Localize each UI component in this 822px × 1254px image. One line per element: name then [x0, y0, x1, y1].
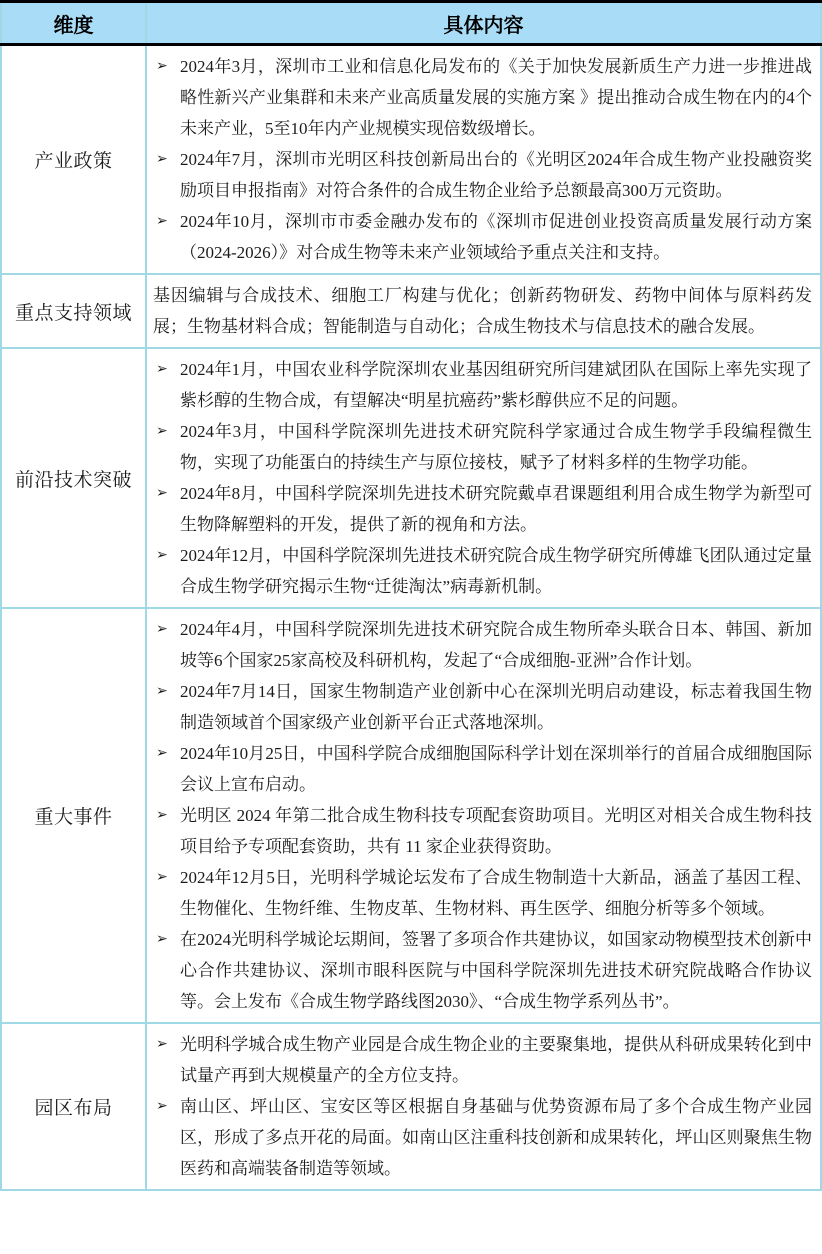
- bullet-item: [153, 416, 812, 478]
- arrow-bullet-icon: ➢: [156, 807, 168, 823]
- item-text: 2024年1月，中国农业科学院深圳农业基因组研究所闫建斌团队在国际上率先实现了紫杉醇的生物合成，有望解决“明星抗癌药”紫杉醇供应不足的问题。: [180, 360, 812, 410]
- bullet-item: [153, 51, 812, 144]
- dimension-cell: 前沿技术突破: [1, 348, 146, 608]
- arrow-bullet-icon: ➢: [156, 151, 168, 167]
- header-row: [1, 2, 821, 45]
- arrow-bullet-icon: ➢: [156, 547, 168, 563]
- content-cell: [146, 608, 821, 1023]
- item-text: 基因编辑与合成技术、细胞工厂构建与优化；创新药物研发、药物中间体与原料药发展；生物基材料合成；智能制造与自动化；合成生物技术与信息技术的融合发展。: [153, 286, 812, 336]
- table-row: [1, 1023, 821, 1190]
- bullet-item: [153, 924, 812, 1017]
- dimension-cell: 园区布局: [1, 1023, 146, 1190]
- content-cell: [146, 45, 821, 275]
- content-cell: [146, 1023, 821, 1190]
- item-text: 2024年10月25日，中国科学院合成细胞国际科学计划在深圳举行的首届合成细胞国际会议上宣布启动。: [180, 744, 812, 794]
- text-item: [153, 280, 812, 342]
- bullet-item: [153, 1091, 812, 1184]
- item-text: 2024年12月5日，光明科学城论坛发布了合成生物制造十大新品，涵盖了基因工程、生物催化、生物纤维、生物皮革、生物材料、再生医学、细胞分析等多个领域。: [180, 868, 812, 918]
- item-text: 2024年3月，深圳市工业和信息化局发布的《关于加快发展新质生产力进一步推进战略性新兴产业集群和未来产业高质量发展的实施方案 》提出推动合成生物在内的4个未来产业，5至10年内产业规模实现倍数级增长。: [180, 57, 812, 138]
- item-text: 在2024光明科学城论坛期间，签署了多项合作共建协议，如国家动物模型技术创新中心合作共建协议、深圳市眼科医院与中国科学院深圳先进技术研究院战略合作协议等。会上发布《合成生物学路线图2030》、“合成生物学系列丛书”。: [180, 930, 812, 1011]
- header-dimension: 维度: [1, 2, 146, 45]
- item-text: 光明科学城合成生物产业园是合成生物企业的主要聚集地，提供从科研成果转化到中试量产再到大规模量产的全方位支持。: [180, 1035, 812, 1085]
- bullet-item: [153, 144, 812, 206]
- bullet-item: [153, 478, 812, 540]
- bullet-item: [153, 354, 812, 416]
- item-text: 2024年3月，中国科学院深圳先进技术研究院科学家通过合成生物学手段编程微生物，实现了功能蛋白的持续生产与原位接枝，赋予了材料多样的生物学功能。: [180, 422, 812, 472]
- bullet-item: [153, 676, 812, 738]
- arrow-bullet-icon: ➢: [156, 931, 168, 947]
- bullet-item: [153, 1029, 812, 1091]
- item-text: 2024年10月，深圳市市委金融办发布的《深圳市促进创业投资高质量发展行动方案（2024-2026）》对合成生物等未来产业领域给予重点关注和支持。: [180, 212, 812, 262]
- item-text: 2024年7月，深圳市光明区科技创新局出台的《光明区2024年合成生物产业投融资奖励项目申报指南》对符合条件的合成生物企业给予总额最高300万元资助。: [180, 150, 812, 200]
- item-text: 光明区 2024 年第二批合成生物科技专项配套资助项目。光明区对相关合成生物科技项目给予专项配套资助，共有 11 家企业获得资助。: [180, 806, 812, 856]
- bullet-item: [153, 540, 812, 602]
- arrow-bullet-icon: ➢: [156, 423, 168, 439]
- dimension-cell: 产业政策: [1, 45, 146, 275]
- item-text: 南山区、坪山区、宝安区等区根据自身基础与优势资源布局了多个合成生物产业园区，形成了多点开花的局面。如南山区注重科技创新和成果转化，坪山区则聚焦生物医药和高端装备制造等领域。: [180, 1097, 812, 1178]
- arrow-bullet-icon: ➢: [156, 213, 168, 229]
- dimension-cell: 重大事件: [1, 608, 146, 1023]
- arrow-bullet-icon: ➢: [156, 58, 168, 74]
- bullet-item: [153, 862, 812, 924]
- arrow-bullet-icon: ➢: [156, 869, 168, 885]
- content-cell: [146, 348, 821, 608]
- arrow-bullet-icon: ➢: [156, 1036, 168, 1052]
- bullet-item: [153, 800, 812, 862]
- bullet-item: [153, 738, 812, 800]
- item-text: 2024年8月，中国科学院深圳先进技术研究院戴卓君课题组利用合成生物学为新型可生物降解塑料的开发，提供了新的视角和方法。: [180, 484, 812, 534]
- dimension-cell: 重点支持领域: [1, 274, 146, 348]
- arrow-bullet-icon: ➢: [156, 361, 168, 377]
- arrow-bullet-icon: ➢: [156, 1098, 168, 1114]
- content-cell: [146, 274, 821, 348]
- table-row: [1, 608, 821, 1023]
- table-row: [1, 274, 821, 348]
- arrow-bullet-icon: ➢: [156, 485, 168, 501]
- bullet-item: [153, 614, 812, 676]
- item-text: 2024年12月，中国科学院深圳先进技术研究院合成生物学研究所傅雄飞团队通过定量合成生物学研究揭示生物“迁徙淘汰”病毒新机制。: [180, 546, 812, 596]
- table-row: [1, 348, 821, 608]
- item-text: 2024年7月14日，国家生物制造产业创新中心在深圳光明启动建设，标志着我国生物制造领域首个国家级产业创新平台正式落地深圳。: [180, 682, 812, 732]
- header-content: 具体内容: [146, 2, 821, 45]
- arrow-bullet-icon: ➢: [156, 683, 168, 699]
- arrow-bullet-icon: ➢: [156, 621, 168, 637]
- table-row: [1, 45, 821, 275]
- item-text: 2024年4月，中国科学院深圳先进技术研究院合成生物所牵头联合日本、韩国、新加坡等6个国家25家高校及科研机构，发起了“合成细胞-亚洲”合作计划。: [180, 620, 812, 670]
- table-body: [1, 45, 821, 1191]
- arrow-bullet-icon: ➢: [156, 745, 168, 761]
- bullet-item: [153, 206, 812, 268]
